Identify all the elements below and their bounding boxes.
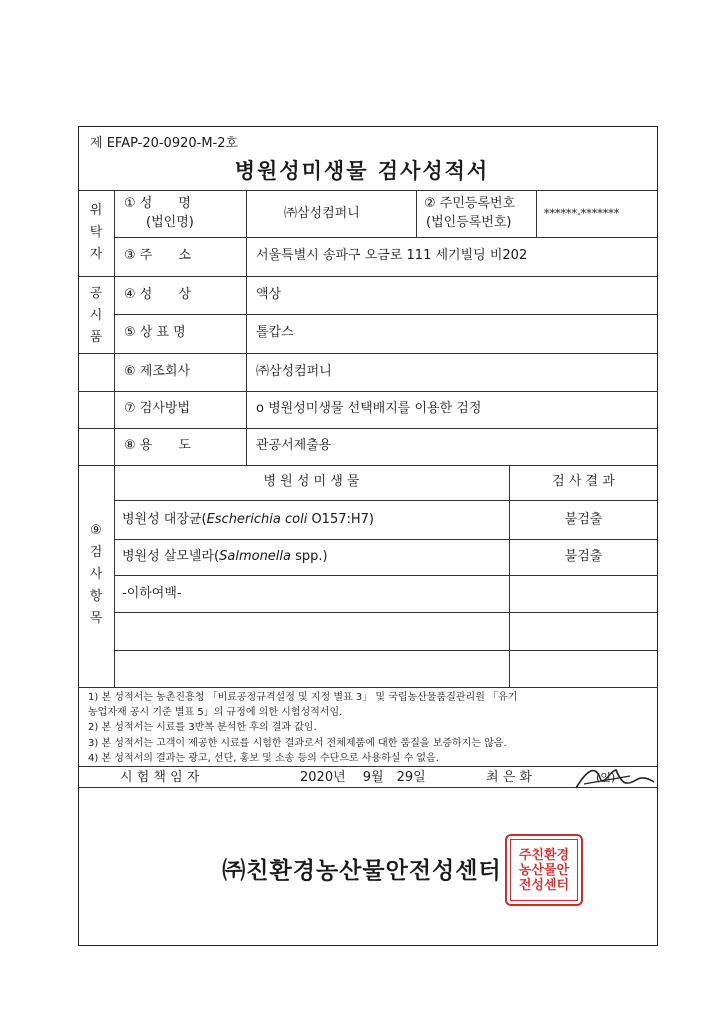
row-divider bbox=[114, 612, 658, 613]
table-top-border bbox=[78, 190, 658, 191]
inspection-result-header: 검 사 결 과 bbox=[552, 474, 615, 489]
note-line: 4) 본 성적서의 결과는 광고, 선단, 홍보 및 소송 등의 수단으로 사용하실 수 없음. bbox=[88, 753, 439, 764]
inspection-item-ecoli: 병원성 대장균(Escherichia coli O157:H7) bbox=[122, 512, 374, 527]
brand-label: ⑤ 상 표 명 bbox=[124, 325, 186, 340]
col-divider bbox=[509, 465, 510, 687]
form-label: ④ 성 상 bbox=[124, 287, 191, 302]
manufacturer-value: ㈜삼성컴퍼니 bbox=[256, 364, 332, 379]
row-divider bbox=[78, 465, 658, 466]
registration-label-sub: (법인등록번호) bbox=[426, 215, 512, 230]
name-label: ① 성 명 bbox=[124, 196, 191, 211]
row-divider bbox=[114, 650, 658, 651]
product-group-label: 공 시 품 bbox=[89, 286, 103, 345]
signature-label: 시 험 책 임 자 bbox=[120, 770, 200, 785]
note-line: 1) 본 성적서는 농촌진흥청 「비료공정규격설정 및 지정 별표 3」 및 국립농산물품질관리원 「유기 bbox=[88, 692, 518, 703]
row-divider bbox=[78, 353, 658, 354]
address-label: ③ 주 소 bbox=[124, 248, 191, 263]
official-seal: 주친환경 농산물안 전성센터 bbox=[505, 834, 583, 906]
col-divider bbox=[416, 190, 417, 237]
issuer-name: ㈜친환경농산물안전성센터 bbox=[222, 858, 502, 884]
inspection-result-ecoli: 불검출 bbox=[564, 512, 603, 527]
row-divider bbox=[78, 276, 658, 277]
manufacturer-label: ⑥ 제조회사 bbox=[124, 364, 191, 379]
row-divider bbox=[114, 500, 658, 501]
row-divider bbox=[78, 391, 658, 392]
row-divider bbox=[78, 428, 658, 429]
client-name-value: ㈜삼성컴퍼니 bbox=[284, 206, 360, 221]
registration-label: ② 주민등록번호 bbox=[424, 196, 516, 211]
row-divider bbox=[114, 539, 658, 540]
method-value: o 병원성미생물 선택배지를 이용한 검정 bbox=[256, 401, 482, 416]
row-divider bbox=[78, 687, 658, 688]
purpose-label: ⑧ 용 도 bbox=[124, 438, 191, 453]
inspection-group-label: ⑨ 검 사 항 목 bbox=[89, 523, 103, 626]
document-title: 병원성미생물 검사성적서 bbox=[234, 159, 490, 183]
handwritten-signature bbox=[570, 762, 656, 796]
document-number: 제 EFAP-20-0920-M-2호 bbox=[90, 136, 239, 151]
purpose-value: 관공서제출용 bbox=[256, 438, 332, 453]
col-divider bbox=[246, 190, 247, 465]
inspection-result-salmonella: 불검출 bbox=[564, 549, 603, 564]
form-value: 액상 bbox=[256, 287, 282, 302]
row-divider bbox=[114, 237, 658, 238]
note-line: 농업자재 공시 기준 별표 5」의 규정에 의한 시험성적서임. bbox=[88, 707, 343, 718]
row-divider bbox=[114, 314, 658, 315]
client-group-label: 위 탁 자 bbox=[89, 203, 103, 262]
name-label-sub: (법인명) bbox=[146, 215, 194, 230]
inspection-item-salmonella: 병원성 살모넬라(Salmonella spp.) bbox=[122, 549, 328, 564]
registration-value: ******-******* bbox=[544, 207, 620, 220]
col-divider bbox=[114, 190, 115, 687]
row-divider bbox=[114, 575, 658, 576]
note-line: 3) 본 성적서는 고객이 제공한 시료를 시험한 결과로서 전체제품에 대한 품질을 보증하지는 않음. bbox=[88, 738, 507, 749]
note-line: 2) 본 성적서는 시료를 3반복 분석한 후의 결과 값임. bbox=[88, 722, 317, 733]
brand-value: 톨캅스 bbox=[256, 325, 294, 340]
blank-note: -이하여백- bbox=[122, 586, 182, 601]
signature-date: 2020년 9월 29일 bbox=[300, 770, 426, 785]
stamp-mark: (인) bbox=[596, 771, 616, 784]
method-label: ⑦ 검사방법 bbox=[124, 401, 191, 416]
signature-name: 최 은 화 bbox=[486, 770, 532, 785]
address-value: 서울특별시 송파구 오금로 111 세기빌딩 비202 bbox=[256, 248, 528, 263]
col-divider bbox=[536, 190, 537, 237]
inspection-item-header: 병 원 성 미 생 물 bbox=[263, 474, 360, 489]
